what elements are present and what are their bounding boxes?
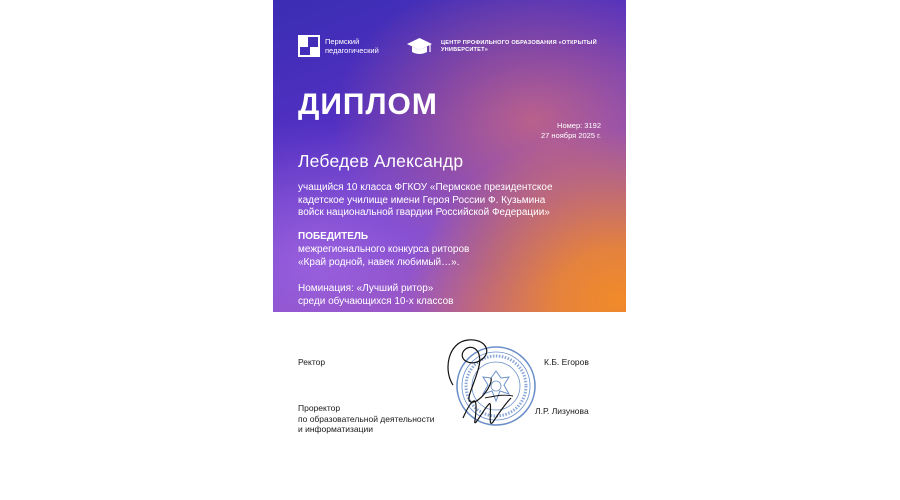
diploma-number: Номер: 3192 bbox=[557, 121, 601, 130]
university-logo bbox=[298, 35, 395, 57]
diploma-header-panel bbox=[273, 0, 626, 312]
rector-title: Ректор bbox=[298, 357, 326, 367]
study-line: войск национальной гвардии Российской Федерации» bbox=[298, 207, 550, 218]
recipient-study bbox=[298, 182, 608, 220]
study-line: кадетское училище имени Героя России Ф. Кузьмина bbox=[298, 194, 546, 206]
center-logo-text: ЦЕНТР ПРОФИЛЬНОГО ОБРАЗОВАНИЯ «ОТКРЫТЫЙ УНИВЕРСИТЕТ» bbox=[441, 40, 597, 53]
recipient-name: Лебедев Александр bbox=[298, 151, 464, 171]
diploma-title: ДИПЛОМ bbox=[298, 88, 438, 121]
contest-line: «Край родной, навек любимый…». bbox=[298, 256, 460, 268]
contest-description bbox=[298, 244, 608, 269]
contest-line: межрегионального конкурса риторов bbox=[298, 244, 470, 255]
prorector-title bbox=[298, 403, 488, 435]
nomination bbox=[298, 283, 608, 308]
study-line: учащийся 10 класса ФГКОУ «Пермское президентское bbox=[298, 182, 553, 193]
university-logo-text: Пермский педагогический bbox=[325, 37, 379, 55]
rector-name: К.Б. Егоров bbox=[544, 357, 589, 367]
diploma-date: 27 ноября 2025 г. bbox=[541, 130, 601, 140]
diploma bbox=[273, 0, 626, 500]
nomination-line: среди обучающихся 10-х классов bbox=[298, 295, 454, 307]
prorector-title-line: Проректор bbox=[298, 403, 341, 413]
graduation-cap-icon bbox=[406, 37, 433, 57]
prorector-title-line: по образовательной деятельности bbox=[298, 413, 435, 424]
university-logo-icon bbox=[298, 35, 320, 57]
prorector-title-line: и информатизации bbox=[298, 424, 374, 434]
prorector-name: Л.Р. Лизунова bbox=[535, 406, 589, 416]
diploma-meta bbox=[541, 121, 601, 140]
award-status: ПОБЕДИТЕЛЬ bbox=[298, 231, 369, 242]
center-logo bbox=[406, 37, 611, 57]
nomination-line: Номинация: «Лучший ритор» bbox=[298, 283, 434, 294]
